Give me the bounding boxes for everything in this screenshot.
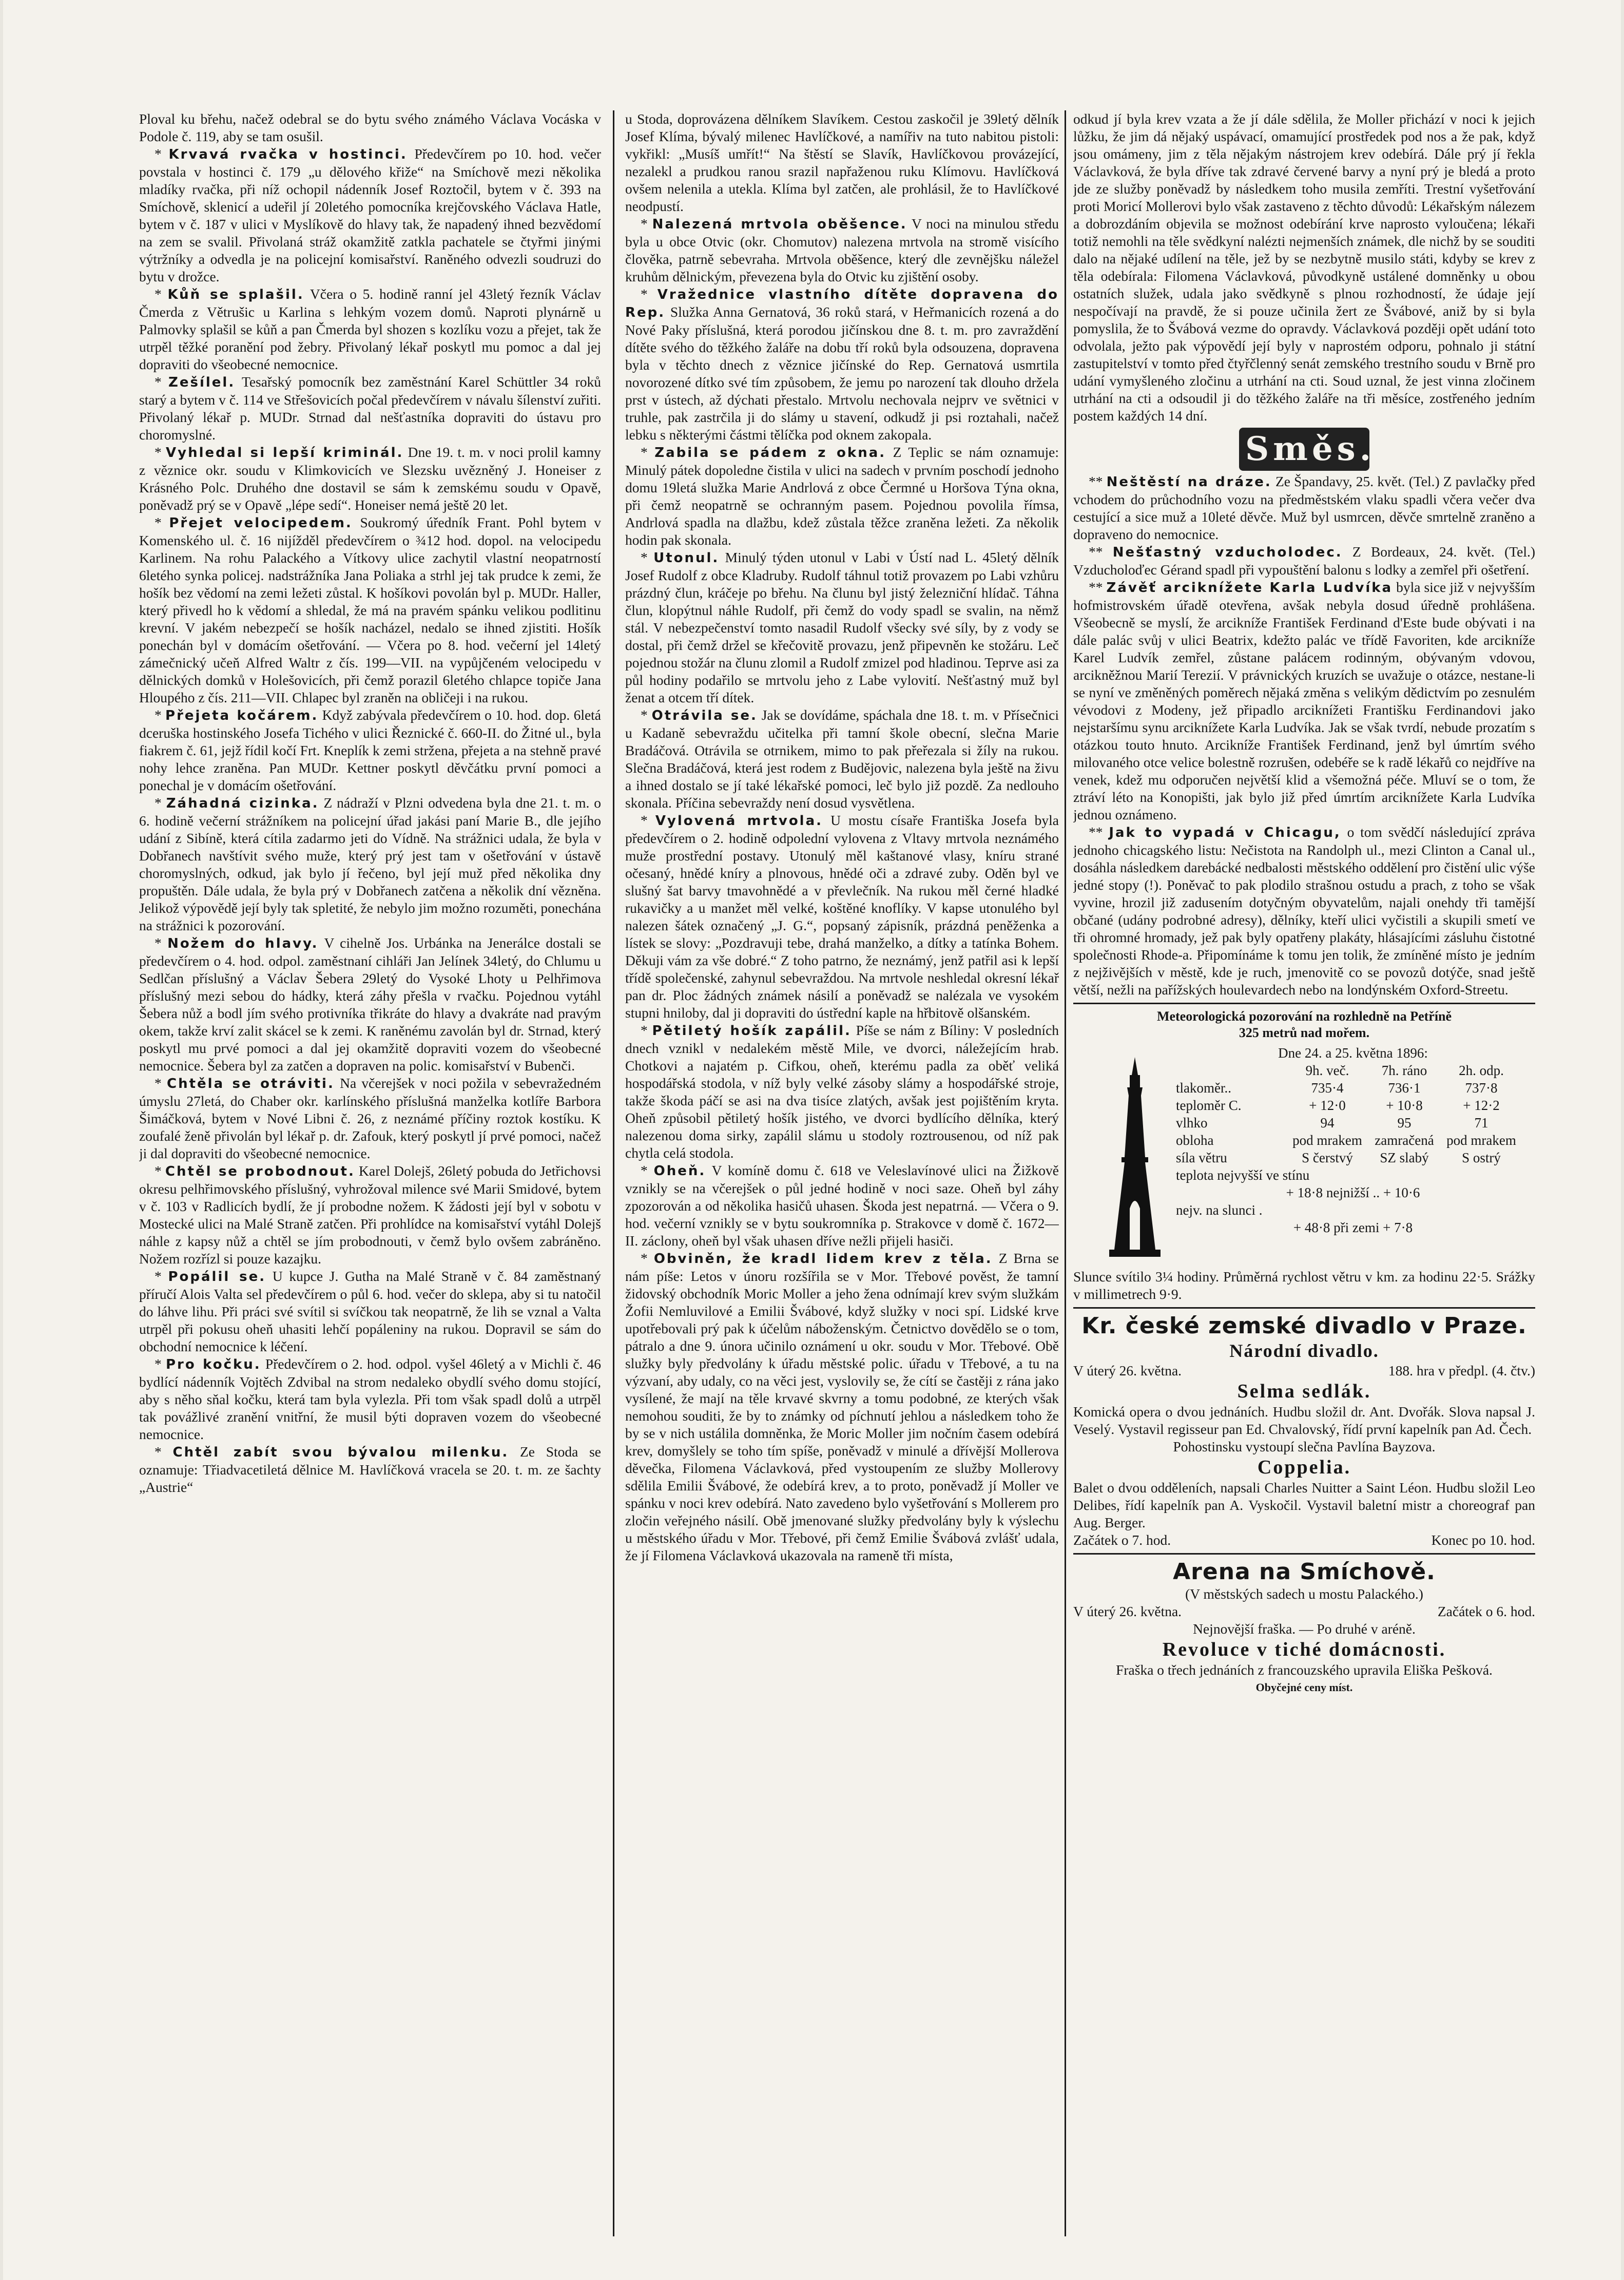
article: * Nalezená mrtvola oběšence. V noci na minulou středu byla u obce Otvic (okr. Chomutov) nalezena mrtvola na stromě visícího člověka, patrně sebevraha. Mrtvola oběšence, který dle zevnějšku náležel kruhům dělnickým, převezena byla do Otvic ku zjištění osoby. — [625, 216, 1059, 284]
article-headline: Obviněn, že kradl lidem krev z těla. — [653, 1251, 993, 1267]
weather-col-head: 7h. ráno — [1381, 1063, 1427, 1078]
article: * Zešílel. Tesařský pomocník bez zaměstnání Karel Schüttler 34 roků starý a bytem v č. 114 ve Střešovicích počal předevčírem v návalu šílenství zuřiti. Přivolaný lékař p. MUDr. Strnad dal nešťastníka dopraviti do ústavu pro choromyslné. — [139, 374, 601, 443]
column-3 — [1073, 110, 1535, 2236]
petrin-tower-icon — [1104, 1055, 1166, 1260]
weather-col-head: 2h. odp. — [1459, 1063, 1504, 1078]
section-divider — [1073, 1003, 1535, 1004]
article-headline: Jak to vypadá v Chicagu, — [1109, 825, 1341, 840]
weather-row — [1176, 1114, 1530, 1132]
article-text: Včera o 5. hodině ranní jel 43letý řezník Václav Čmerda z Větrušic u Karlina s lehkým vozem domů. Naproti plynárně u Palmovky splašil se kůň a pan Čmerda byl shozen s kozlíku vozu a přejet, tak že utrpěl těžké poranění pod žebry. Přivolaný lékař poskytl mu pomoc a dal jej dopraviti do všeobecné nemocnice. — [139, 286, 601, 372]
article-headline: Popálil se. — [168, 1269, 266, 1285]
guest-note: Pohostinsku vystoupí slečna Pavlína Bayzova. — [1173, 1439, 1436, 1454]
weather-row — [1176, 1079, 1530, 1097]
article: * Popálil se. U kupce J. Gutha na Malé Straně v č. 84 zaměstnaný příručí Alois Valta sel předevčírem o půl 6. hod. večer do sklepa, aby si tu natočil do láhve lihu. Při práci své svítil si svíčkou tak neopatrně, že lih se vznal a Valta utrpěl při pokusu oheň uhasiti lehčí popáleniny na rukou. Dopravil se sám do obchodní nemocnice k léčení. — [139, 1268, 601, 1354]
play-description: Komická opera o dvou jednáních. Hudbu složil dr. Ant. Dvořák. Slova napsal J. Veselý. Vystavil regisseur pan Ed. Chvalovský, řídí první kapelník pan Ad. Čech. — [1073, 1404, 1535, 1437]
weather-date: Dne 24. a 25. května 1896: — [1278, 1045, 1428, 1061]
theatre-location: (V městských sadech u mostu Palackého.) — [1185, 1586, 1423, 1602]
article: ** Závěť arciknížete Karla Ludvíka byla sice již v nejvyšším hofmistrovském úřadě otevřena, avšak nebyla dosud úředně prohlášena. Všeobecně se myslí, že arcikníže František Ferdinand d'Este bude obývati i na dále palác svůj v ulici Beatrix, kdežto palác ve třídě Favoriten, kde arcikníže Karel Ludvík zemřel, zůstane palácem rodinným, obývaným vdovou, arcikněžnou Marií Terezií. V právnických kruzích se uvažuje o otázce, nestane-li se nyní ve změněných poměrech nějaká změna s velikým dědictvím po zesnulém vévodovi z Modeny, jež připadlo arciknížeti Františku Ferdinandovi jako nejstaršímu synu arciknížete Karla Ludvíka. Jak se však tvrdí, nebude prozatím s otázkou touto hnuto. Arcikníže František Ferdinand, jenž byl úmrtím svého milovaného otce velice bolestně rozrušen, odebéře se k radě lékařů co nejdříve na venek, kdež mu odporučen největší klid a všemožná péče. Mluví se o tom, že ztráví léto na Konopišti, jak bylo již před úmrtím arciknížete Karla Ludvíka jednou oznámeno. — [1073, 579, 1535, 822]
theatre-date: V úterý 26. května. — [1073, 1363, 1182, 1378]
article: * Přejet velocipedem. Soukromý úředník Frant. Pohl bytem v Komenského ul. č. 16 nijížděl předevčírem o ¾12 hod. dopol. na velocipedu Karlinem. Na rohu Palackého a Vítkovy ulice zachytil vlastní neopatrností 6letého synka policej. nadstrážníka Jana Poliaka a strhl jej tak prudce k zemi, že hošík bez vědomí na zemi ležeti zůstal. K hošíkovi povolán byl p. MUDr. Haller, který přivedl ho k vědomí a shledal, že má na pravém spánku velikou podlitinu krevní. V jakém nebezpečí se hošík nacházel, nedalo se ihned zjistiti. Hošík ponechán byl v domácím ošetřování. — Včera po 8. hod. večerní jel 14letý zámečnický učeň Alfred Waltr z čís. 199—VII. na vypůjčeném velocipedu v dělnických domků v Holešovicích, při čemž porazil 6letého chlapce topiče Jana Hloupého z čís. 211—VII. Chlapec byl zraněn na obličeji i na rukou. — [139, 514, 601, 705]
article: * Vylovená mrtvola. U mostu císaře Františka Josefa byla předevčírem o 2. hodině odpolední vylovena z Vltavy mrtvola neznámého muže prostřední postavy. Utonulý měl kaštanové vlasy, kníru strané očesaný, hnědé kníry a plnovous, hnědé oči a zdravé zuby. Oděn byl ve slušný šat barvy tmavohnědé a v převlečník. Na rukou měl černé hladké rukavičky a u manžet měl velké, koštěné knoflíky. V kapse utonulého byl nalezen šátek označený „J. G.“, popsaný zápisník, prázdná peněženka a lístek se slovy: „Pozdravuji tebe, drahá manželko, a dítky a tatínka Bohem. Děkuji vám za vše dobré.“ Z toho patrno, že neznámý, jenž patřil asi k lepší třídě společenské, zahynul sebevraždou. Na mrtvole neshledal okresní lékař pan dr. Ploc žádných známek násilí a poněvadž se nalézala ve vysokém stupni hniloby, dal ji dopraviti do ústřední kaple na hřbitově olšanském. — [625, 812, 1059, 1021]
column-rule — [613, 110, 614, 2236]
section-divider — [1073, 1307, 1535, 1309]
article: * Chtěl se probodnout. Karel Dolejš, 26letý pobuda do Jetřichovsi okresu pelhřimovského příslušný, vyhrožoval milence své Marii Smidové, bytem v č. 103 v Radlicích bydlí, že jí probodne nožem. K žádosti její byl v sobotu v Mostecké ulici na Malé Straně zatčen. Při prohlídce na komisařství vytáhl Dolejš náhle z kapsy nůž a chtěl se jím probodnouti, v čemž bylo ovšem zabráněno. Nožem rozřízl si pouze kazajku. — [139, 1163, 601, 1267]
column-1 — [139, 110, 601, 2236]
weather-header-row — [1176, 1062, 1530, 1079]
article-headline: Závěť arciknížete Karla Ludvíka — [1106, 580, 1393, 596]
article: * Vyhledal si lepší kriminál. Dne 19. t. m. v noci prolil kamny z věznice okr. soudu v Klimkovicích ve Slezsku uvězněný J. Honeiser z Krásného Polc. Druhého dne dostavil se sám k zemskému soudu v Opavě, poněvadž prý se v Opavě „lépe sedí“. Honeiser nemá ještě 20 let. — [139, 444, 601, 513]
article: * Chtěla se otráviti. Na včerejšek v noci požila v sebevražedném úmyslu 27letá, do Chaber okr. karlínského příslušná manželka kotlíře Barbora Šimáčková, bytem v Nové Libni č. 26, z neznámé příčiny roztok kostíku. K zoufalé ženě přivolán byl lékař p. dr. Zafouk, který poskytl jí prvé pomoci, načež ji dal dopraviti do všeobecné nemocnice. — [139, 1075, 601, 1161]
play-description: Balet o dvou odděleních, napsali Charles Nuitter a Saint Léon. Hudbu složil Leo Delibes, řídí kapelník pan A. Vyskočil. Vystavil baletní mistr a choreograf pan Aug. Berger. — [1073, 1480, 1535, 1530]
play-title: Coppelia. — [1257, 1457, 1351, 1478]
article-headline: Přejet velocipedem. — [169, 515, 353, 531]
article-text: Když zabývala předevčírem o 10. hod. dop. 6letá dceruška hostinského Josefa Tichého v ulici Řeznické č. 660-II. do Žitné ul., byla fiakrem č. 61, jejž řídil kočí Frt. Kneplík k zemi stržena, přejeta a na stehně pravé nohy lehce zraněna. Pan MUDr. Kettner poskytl děvčátku první pomoci a ponechal je v domácím ošetřování. — [139, 707, 601, 793]
article-headline: Nožem do hlavy. — [167, 936, 319, 951]
article-headline: Pro kočku. — [165, 1357, 261, 1372]
theatre-subtitle: Národní divadlo. — [1229, 1340, 1379, 1361]
weather-value: S čerstvý — [1302, 1150, 1353, 1165]
article-paragraph: Ploval ku břehu, načež odebral se do bytu svého známého Václava Vocáska v Podole č. 119, aby se tam osušil. — [139, 111, 601, 144]
weather-row — [1176, 1097, 1530, 1114]
prices-note: Obyčejné ceny míst. — [1255, 1681, 1353, 1694]
article-paragraph: u Stoda, doprovázena dělníkem Slavíkem. Cestou zaskočil je 39letý dělník Josef Klíma, bývalý milenec Havlíčkové, a namířiv na tuto nabitou pistoli: vykřikl: „Musíš umřít!“ Na štěstí se Slavík, Havlíčkovou provázející, nezalekl a prudkou ranou srazil napřaženou ruku Klímovu. Havlíčková ovšem nelenila a utekla. Klíma byl zatčen, ale prohlásil, že to Havlíčkové neodpustí. — [625, 111, 1059, 214]
article: * Utonul. Minulý týden utonul v Labi v Ústí nad L. 45letý dělník Josef Rudolf z obce Kladruby. Rudolf táhnul totiž provazem po Labi vzhůru prázdný člun, kráčeje po břehu. Na člunu byl jistý železniční hlídač. Táhna člun, klopýtnul náhle Rudolf, při čemž do vody spadl se svalin, na němž stál. V nebezpečenství tomto nasadil Rudolf všecky své síly, by z vody se dostal, při čemž držel se křečovitě provazu, jenž připevněn ke stožáru. Leč pojednou stožár na člunu zlomil a Rudolf zmizel pod hladinou. Teprve asi za půl hodiny podařilo se mrtvolu jeho z Labe vylovití. Nešťastný muž byl ženat a otcem tří dítek. — [625, 549, 1059, 705]
section-divider — [1073, 1553, 1535, 1555]
theatre-subscription: 188. hra v předpl. (4. čtv.) — [1388, 1363, 1535, 1378]
article: ** Jak to vypadá v Chicagu, o tom svědčí následující zpráva jednoho chicagského listu: Nečistota na Randolph ul., mezi Clinton a Canal ul., dosáhla následkem darebácké nedbalosti městského oddělení pro čistění ulic výše jedné stopy (!). Poněvač to pak plodilo strašnou ostudu a prach, z toho se však vyvine, hrozil již zadusením dotyčným obyvatelům, najali onehdy tři tamější občané (udány podrobné adresy), dělníky, kteří ulici vyčistili a skupili smetí ve tři ohromné hromady, jež pak byly opatřeny plakáty, hlásajícími zásluhu čistotné společnosti Rhode-a. Připomínáme k tomu jen tolik, že zmíněné místo je jedním z nejživějších v městě, kde je ruch, jmenovitě co se povozů dotýče, snad ještě větší, nežli na pařížských houlevardech nebo na londýnském Oxford-Streetu. — [1073, 824, 1535, 998]
article-text: V noci na minulou středu byla u obce Otvic (okr. Chomutov) nalezena mrtvola na stromě visícího člověka, patrně sebevraha. Mrtvola oběšence, který dle zevnějšku náležel kruhům dělnickým, převezena byla do Otvic ku zjištění osoby. — [625, 216, 1059, 284]
article-text: Z Bordeaux, 24. květ. (Tel.) Vzducholoďec Gérand spadl při vypouštění balonu s lodky a zemřel při ošetření. — [1073, 544, 1535, 578]
article-text: Soukromý úředník Frant. Pohl bytem v Komenského ul. č. 16 nijížděl předevčírem o ¾12 hod. dopol. na velocipedu Karlinem. Na rohu Palackého a Vítkovy ulice zachytil vlastní neopatrností 6letého synka policej. nadstrážníka Jana Poliaka a strhl jej tak prudce k zemi, že hošík bez vědomí na zemi ležeti zůstal. K hošíkovi povolán byl p. MUDr. Haller, který přivedl ho k vědomí a shledal, že má na pravém spánku velikou podlitinu krevní. V jakém nebezpečí se hošík nacházel, nedalo se ihned zjistiti. Hošík ponechán byl v domácím ošetřování. — Včera po 8. hod. večerní jel 14letý zámečnický učeň Alfred Waltr z čís. 199—VII. na vypůjčeném velocipedu v dělnických domků v Holešovicích, při čemž porazil 6letého chlapce topiče Jana Hloupého z čís. 211—VII. Chlapec byl zraněn na obličeji i na rukou. — [139, 514, 601, 705]
article-text: Z Brna se nám píše: Letos v únoru rozšířila se v Mor. Třebové pověst, že tamní židovský obchodník Moric Moller a jeho žena odnímají krev svým služkám Žofii Nemluvilové a Emilii Švábové, když služky v noci spí. Lidské krve upotřebovali prý pak k účelům náboženským. Četnictvo dovědělo se o tom, pátralo a dne 9. února učinilo oznámení u okr. soudu v Mor. Třebové. Obě služky byly předvolány k úřadu městské polic. úřadu v Třebové, a tu na výzvaní, aby udaly, co na věci jest, vyslovily se, že cítí se častěji z rána jako vysílené, že mají na těle krvavé skvrny a tomu podobné, ze kterých však nemohou souditi, že by to známky od píchnutí jehlou a následkem toho že by se v nich ustálila domněnka, že Moric Moller jim nočním časem odebírá krev, domyšlely se toho tím spíše, poněvadž v minulé a dřívější Mollerova děvečka, Filomena Václavková, před vystoupením ze služby Mollerovy sdělila Emilii Švábové, že odebírá krev, a to proto, poněvadž jí Moller ve spánku v noci krev odebírá. Nato zavedeno bylo vyšetřování s Mollerem pro zločin veřejného násilí. Obě jmenované služky předvolány byly k výslechu u městského úřadu v Mor. Třebové, při čemž Emilie Švábová zvlášť udala, že jí Filomena Václavková ukazovala na rameně tři místa, — [625, 1250, 1059, 1563]
article-text: Karel Dolejš, 26letý pobuda do Jetřichovsi okresu pelhřimovského příslušný, vyhrožoval milence své Marii Smidové, bytem v č. 103 v Radlicích bydlí, že jí probodne nožem. K žádosti její byl v sobotu v Mostecké ulici na Malé Straně zatčen. Při prohlídce na komisařství vytáhl Dolejš náhle z kapsy nůž a chtěl se jím probodnouti, v čemž bylo ovšem zabráněno. Nožem rozřízl si pouze kazajku. — [139, 1163, 601, 1267]
article: * Chtěl zabít svou bývalou milenku. Ze Stoda se oznamuje: Třiadvacetiletá dělnice M. Havlíčková vracela se 20. t. m. ze šachty „Austrie“ — [139, 1444, 601, 1495]
play-title: Selma sedlák. — [1237, 1381, 1371, 1402]
weather-value: + 10·8 — [1386, 1098, 1423, 1113]
article-headline: Vyhledal si lepší kriminál. — [166, 445, 404, 461]
weather-report — [1073, 1044, 1535, 1265]
article-headline: Chtěla se otráviti. — [167, 1076, 335, 1091]
article-text: Jak se dovídáme, spáchala dne 18. t. m. v Přísečnici u Kadaně sebevraždu učitelka při tamní škole obecní, slečna Marie Bradáčová. Otrávila se otrnikem, mimo to pak přeřezala si žíly na rukou. Slečna Bradáčová, která jest rodem z Budějovic, nalezena byla ještě na živu a ihned dostalo se jí také lékařské pomoci, leč bylo již pozdě. Za nedlouho skonala. Příčina sebevraždy není dosud vysvětlena. — [625, 707, 1059, 811]
weather-row — [1176, 1149, 1530, 1166]
article: * Přejeta kočárem. Když zabývala předevčírem o 10. hod. dop. 6letá dceruška hostinského Josefa Tichého v ulici Řeznické č. 660-II. do Žitné ul., byla fiakrem č. 61, jejž řídil kočí Frt. Kneplík k zemi stržena, přejeta a na stehně pravé nohy lehce zraněna. Pan MUDr. Kettner poskytl děvčátku první pomoci a ponechal je v domácím ošetřování. — [139, 707, 601, 793]
weather-value: pod mrakem — [1292, 1133, 1362, 1148]
weather-temp-line: + 18·8 nejnižší .. + 10·6 — [1286, 1185, 1420, 1200]
weather-row-label: vlhko — [1176, 1115, 1208, 1131]
article-headline: Zešílel. — [168, 375, 236, 390]
article-headline: Krvavá rvačka v hostinci. — [168, 147, 408, 162]
article-text: U mostu císaře Františka Josefa byla předevčírem o 2. hodině odpolední vylovena z Vltavy mrtvola neznámého muže prostřední postavy. Utonulý měl kaštanové vlasy, kníru strané očesaný, hnědé kníry a plnovous, hnědé oči a zdravé zuby. Oděn byl ve slušný šat barvy tmavohnědé a v převlečník. Na rukou měl černé hladké rukavičky a u manžet měl velké, koštěné knoflíky. V kapse utonulého byl nalezen šátek označený „J. G.“, popsaný zápisník, prázdná peněženka a lístek se slovy: „Pozdravuji tebe, drahá manželko, a dítky a tatínka Bohem. Děkuji vám za vše dobré.“ Z toho patrno, že neznámý, jenž patřil asi k lepší třídě společenské, zahynul sebevraždou. Na mrtvole neshledal okresní lékař pan dr. Ploc žádných známek násilí a poněvadž se nalézala ve vysokém stupni hniloby, dal ji dopraviti do ústřední kaple na hřbitově olšanském. — [625, 812, 1059, 1021]
article-headline: Nešťastný vzducholodec. — [1112, 545, 1343, 560]
column-rule — [1065, 110, 1066, 2236]
weather-temp-label: teplota nejvyšší ve stínu — [1176, 1167, 1310, 1183]
weather-value: + 12·2 — [1463, 1098, 1500, 1113]
article-text: byla sice již v nejvyšším hofmistrovském úřadě otevřena, avšak nebyla dosud úředně prohlášena. Všeobecně se myslí, že arcikníže František Ferdinand d'Este bude obývati i na dále palác svůj v ulici Beatrix, kdežto palác ve třídě Favoriten, kde arcikníže Karel Ludvík zemřel, zůstane palácem rodinným, obývaným vdovou, arcikněžnou Marií Terezií. V právnických kruzích se uvažuje o otázce, nestane-li se nyní ve změněných poměrech nějaká změna s velikým dědictvím po zesnulém vévodovi z Modeny, jež připadlo arciknížeti Františku Ferdinandovi jako nejstaršímu synu arciknížete Karla Ludvíka. Jak se však tvrdí, nebude prozatím s otázkou touto hnuto. Arcikníže František Ferdinand, jenž byl úmrtím svého milovaného otce velice bolestně rozrušen, odebéře se k radě lékařů co nejdříve na venek, kdež mu odporučen největší klid a všemožná péče. Mluví se o tom, že ztráví léto na Konopišti, jak bylo již před úmrtím arciknížete Karla Ludvíka jednou oznámeno. — [1073, 579, 1535, 822]
article-paragraph: odkud jí byla krev vzata a že jí dále sdělila, že Moller přichází v noci k jejich lůžku, že jim dá nějaký uspávací, omamující prostředek pod nos a že pak, když jsou omámeny, jim z těla nějakým nástrojem krev odebírá. Dále prý jí řekla Václavková, že byla dříve tak zdravé červené barvy a nyní prý je bledá a proto jde ze služby poněvadž by následkem toho musila zemříti. Trestní vyšetřování proti Moricí Mollerovi bylo však zastaveno z těchto důvodů: Lékařským nálezem a dobrozdáním objevila se možnost odebírání krve naprosto vyloučena; lékaři totiž nemohli na těle svědkyní nalézti nejmenších známek, dle nichž by se souditi dalo na nějaké udílení na těle, jež by se nezbytně musilo státi, kdyby se krev z těla odebírala: Filomena Václavková, původkyně ustálené domněnky u obou ostatních služek, udala jako svědkyně s plnou rozhodností, že údaje její nespočívají na pravdě, že si pouze učinila žert ze Švábové, aniž by si byla pomyslila, že to Švábová vezme do opravdy. Václavková později opět udání toto odvolala, ježto pak výpovědí její byly v naprostém odporu, pohnalo ji státní zastupitelství v tomto před čtyřčlenný senát zemského trestního soudu v Brně pro udání vymyšleného zločinu a utrhání na cti. Soud uznal, že jest vinna zločinem utrhání na cti a odsoudil ji do těžkého žaláře na tři měsíce, zostřeného jedním postem každých 14 dní. — [1073, 111, 1535, 424]
weather-row-label: teploměr C. — [1176, 1098, 1242, 1113]
weather-table — [1176, 1044, 1530, 1236]
play-description: Fraška o třech jednáních z francouzského upravila Eliška Pešková. — [1116, 1662, 1493, 1678]
weather-value: 95 — [1397, 1115, 1412, 1131]
end-time: Konec po 10. hod. — [1431, 1532, 1535, 1548]
article-headline: Neštěstí na dráze. — [1106, 474, 1272, 490]
weather-subheading: 325 metrů nad mořem. — [1239, 1025, 1370, 1040]
article-text: Ze Stoda se oznamuje: Třiadvacetiletá dělnice M. Havlíčková vracela se 20. t. m. ze šachty „Austrie“ — [139, 1444, 601, 1495]
article-text: U kupce J. Gutha na Malé Straně v č. 84 zaměstnaný příručí Alois Valta sel předevčírem o půl 6. hod. večer do sklepa, aby si tu natočil do láhve lihu. Při práci své svítil si svíčkou tak neopatrně, že lih se vznal a Valta utrpěl při pokusu oheň uhasiti lehčí popáleniny na rukou. Dopravil se sám do obchodní nemocnice k léčení. — [139, 1268, 601, 1354]
article: * Pětiletý hošík zapálil. Píše se nám z Bíliny: V posledních dnech vznikl v nedalekém městě Mile, ve dvorci, náležejícím hrab. Chotkovi a najatém p. Cifkou, oheň, kterému padla za oběť veliká hospodářská stodola, v níž byly velké zásoby slámy a hospodářské stroje, takže škoda páčí se asi na dva tisíce zlatých, avšak jest pojištěním kryta. Oheň způsobil pětiletý hošík jistého, ve dvorci bydlícího dělníka, který nalezenou doma sirky, zapálil slámu u stodoly roztrousenou, od níž pak chytla celá stodola. — [625, 1022, 1059, 1161]
article: * Oheň. V komíně domu č. 618 ve Veleslavínové ulici na Žižkově vznikly se na včerejšek o půl jedné hodině v noci saze. Oheň byl záhy zpozorován a od několika hasičů uhasen. Škoda jest nepatrná. — Včera o 9. hod. večerní vznikly se v bytu soukromníka p. Strakovce v domě č. 1672—II. záclony, oheň byl však uhasen dříve nežli přijeli hasiči. — [625, 1162, 1059, 1249]
article-text: Dne 19. t. m. v noci prolil kamny z věznice okr. soudu v Klimkovicích ve Slezsku uvězněný J. Honeiser z Krásného Polc. Druhého dne dostavil se sám k zemskému soudu v Opavě, poněvadž prý se v Opavě „lépe sedí“. Honeiser nemá ještě 20 let. — [139, 444, 601, 513]
article-headline: Kůň se splašil. — [167, 287, 304, 302]
article-text: Služka Anna Gernatová, 36 roků stará, v Heřmanicích rozená a do Nové Paky příslušná, která porodou jičínskou dne 8. t. m. pro zavraždění dítěte svého do těžkého žaláře na dobu tří roků byla odsouzena, dopravena byla v těchto dnech z věznice jičínské do Rep. Gernatová usmrtila novorozené dítko své tím způsobem, že jemu po narození tak dlouho držela prst v ústech, až dýchati přestalo. Mrtvolu nechovala nejprv ve světnici v truhle, pak zastrčila ji do slámy u stavení, odkudž ji psi roztahali, načež lebku s některými částmi tělíčka pod oknem zakopala. — [625, 304, 1059, 443]
weather-summary: Slunce svítilo 3¼ hodiny. Průměrná rychlost větru v km. za hodinu 22·5. Srážky v millimetrech 9·9. — [1073, 1269, 1535, 1302]
weather-value: 94 — [1320, 1115, 1335, 1131]
article-headline: Vylovená mrtvola. — [655, 813, 823, 829]
article: * Vražednice vlastního dítěte dopravena do Rep. Služka Anna Gernatová, 36 roků stará, v Heřmanicích rozená a do Nové Paky příslušná, která porodou jičínskou dne 8. t. m. pro zavraždění dítěte svého do těžkého žaláře na dobu tří roků byla odsouzena, dopravena byla v těchto dnech z věznice jičínské do Rep. Gernatová usmrtila novorozené dítko své tím způsobem, že jemu po narození tak dlouho držela prst v ústech, až dýchati přestalo. Mrtvolu nechovala nejprv ve světnici v truhle, pak zastrčila ji do slámy u stavení, odkudž ji psi roztahali, načež lebku s některými částmi tělíčka pod oknem zakopala. — [625, 286, 1059, 443]
article-text: V komíně domu č. 618 ve Veleslavínové ulici na Žižkově vznikly se na včerejšek o půl jedné hodině v noci saze. Oheň byl záhy zpozorován a od několika hasičů uhasen. Škoda jest nepatrná. — Včera o 9. hod. večerní vznikly se v bytu soukromníka p. Strakovce v domě č. 1672—II. záclony, oheň byl však uhasen dříve nežli přijeli hasiči. — [625, 1162, 1059, 1249]
article: * Pro kočku. Předevčírem o 2. hod. odpol. vyšel 46letý a v Michli č. 46 bydlící nádenník Vojtěch Zdvibal na strom nedaleko obydlí svého domu stojící, aby s něho sňal kočku, která tam byla vylezla. Při tom však spadl dolů a utrpěl tak povážlivé zranění vnitřní, že musil býti dopraven vozem do všeobecné nemocnice. — [139, 1356, 601, 1442]
article-text: Z nádraží v Plzni odvedena byla dne 21. t. m. o 6. hodině večerní strážníkem na policejní úřad jakási paní Marie B., dle jejího udání z Sibíně, která cítila zadarmo jeti do Vídně. Na strážnici udala, že byla v Dobřanech navštívit svého muže, který prý jest tam v ošetřování v ústavě choromyslných, odkud, jak bylo jí řečeno, byl její muž před několika dny propuštěn. Dále udala, že byla prý v Dobřanech zatčena a několik dní vězněna. Jelikož výpovědě její byly tak spletité, že nebylo jim možno rozuměti, ponechána na strážnici k pozorování. — [139, 795, 601, 933]
article-text: Z Teplic se nám oznamuje: Minulý pátek dopoledne čistila v ulici na sadech v prvním poschodí jednoho domu 19letá služka Marie Andrlová z obce Čermné u Horšova Týna okna, při čemž neopatrně se ochranným pasem. Pojednou povolila římsa, Andrlová spadla na dlažbu, kdež zůstala těžce zraněna ležeti. Za několik hodin pak skonala. — [625, 444, 1059, 548]
article: ** Neštěstí na dráze. Ze Špandavy, 25. květ. (Tel.) Z pavlačky před vchodem do průchodního vozu na předměstském vlaku spadli včera večer dva cestující a sice muž a 10leté děvče. Muž byl usmrcen, děvče smrtelně zraněno a dopraveno do nemocnice. — [1073, 473, 1535, 542]
weather-row-label: obloha — [1176, 1133, 1214, 1148]
article-headline: Utonul. — [653, 550, 720, 566]
article-headline: Vražednice vlastního dítěte dopravena do Rep. — [625, 287, 1059, 320]
weather-value: + 12·0 — [1309, 1098, 1346, 1113]
article: * Otrávila se. Jak se dovídáme, spáchala dne 18. t. m. v Přísečnici u Kadaně sebevraždu učitelka při tamní škole obecní, slečna Marie Bradáčová. Otrávila se otrnikem, mimo to pak přeřezala si žíly na rukou. Slečna Bradáčová, která jest rodem z Budějovic, nalezena byla ještě na živu a ihned dostalo se jí také lékařské pomoci, leč bylo již pozdě. Za nedlouho skonala. Příčina sebevraždy není dosud vysvětlena. — [625, 707, 1059, 811]
theatre-times-row — [1073, 1531, 1535, 1549]
theatre-date-row — [1073, 1603, 1535, 1620]
article-text: Předevčírem po 10. hod. večer povstala v hostinci č. 179 „u dělového křiže“ na Smíchově mezi několika mladíky rvačka, při níž ochopil nádenník Josef Roztočil, bytem v č. 393 na Smíchově, sklenicí a udeřil jí 20letého pomocníka krejčovského Václava Hatle, bytem v č. 187 v ulici v Myslíkově do hlavy tak, že napadený ihned bezvědomí na zem se svalil. Přivolaná stráž okamžitě zatkla pachatele se čtyřmi jinými výtržníky a odvedla je na policejní komisařství. Raněného odvezli soudruzi do bytu v drožce. — [139, 146, 601, 284]
start-time: Začátek o 7. hod. — [1073, 1532, 1171, 1548]
weather-value: 71 — [1474, 1115, 1488, 1131]
weather-heading: Meteorologická pozorování na rozhledně na Petříně — [1156, 1009, 1452, 1024]
weather-value: 736·1 — [1388, 1080, 1421, 1096]
article-headline: Zabila se pádem z okna. — [654, 445, 886, 461]
article-headline: Chtěl se probodnout. — [165, 1164, 355, 1179]
article-text: Píše se nám z Bíliny: V posledních dnech vznikl v nedalekém městě Mile, ve dvorci, náležejícím hrab. Chotkovi a najatém p. Cifkou, oheň, kterému padla za oběť veliká hospodářská stodola, v níž byly velké zásoby slámy a hospodářské stroje, takže škoda páčí se asi na dva tisíce zlatých, avšak jest pojištěním kryta. Oheň způsobil pětiletý hošík jistého, ve dvorci bydlícího dělníka, který nalezenou doma sirky, zapálil slámu u stodoly roztrousenou, od níž pak chytla celá stodola. — [625, 1022, 1059, 1161]
theatre-date: V úterý 26. května. — [1073, 1603, 1182, 1619]
weather-value: zamračená — [1375, 1133, 1434, 1148]
article: * Krvavá rvačka v hostinci. Předevčírem po 10. hod. večer povstala v hostinci č. 179 „u dělového křiže“ na Smíchově mezi několika mladíky rvačka, při níž ochopil nádenník Josef Roztočil, bytem v č. 393 na Smíchově, sklenicí a udeřil jí 20letého pomocníka krejčovského Václava Hatle, bytem v č. 187 v ulici v Myslíkově do hlavy tak, že napadený ihned bezvědomí na zem se svalil. Přivolaná stráž okamžitě zatkla pachatele se čtyřmi jinými výtržníky a odvedla je na policejní komisařství. Raněného odvezli soudruzi do bytu v drožce. — [139, 146, 601, 284]
weather-temp-line: + 48·8 při zemi + 7·8 — [1293, 1220, 1413, 1235]
article: * Nožem do hlavy. V cihelně Jos. Urbánka na Jenerálce dostali se předevčírem o 4. hod. odpol. zaměstnaní cihláři Jan Jelínek 34letý, do Chlumu u Sedlčan příslušný a Václav Šebera 29letý do Vysoké Lhoty u Pelhřimova příslušný mezi sebou do hádky, která záhy přešla v rvačku. Pojednou vytáhl Šebera nůž a bodl jím svého protivníka třikráte do hlavy a dvakráte nad pravým okem, takže krví zalit skácel se k zemi. K raněnému zavolán byl dr. Strnad, který poskytl mu prvé pomoci a dal jej okamžitě dopraviti vozem do všeobecné nemocnice. Šebera byl za zatčen a dopraven na polic. komisařství v Bubenči. — [139, 935, 601, 1074]
article-text: Minulý týden utonul v Labi v Ústí nad L. 45letý dělník Josef Rudolf z obce Kladruby. Rudolf táhnul totiž provazem po Labi vzhůru prázdný člun, kráčeje po břehu. Na člunu byl jistý železniční hlídač. Táhna člun, klopýtnul náhle Rudolf, při čemž do vody spadl se svalin, na němž stál. V nebezpečenství tomto nasadil Rudolf všecky své síly, by z vody se dostal, při čemž držel se křečovitě provazu, jenž připevněn ke stožáru. Leč pojednou stožár na člunu zlomil a Rudolf zmizel pod hladinou. Teprve asi za půl hodiny podařilo se mrtvolu jeho z Labe vylovití. Nešťastný muž byl ženat a otcem tří dítek. — [625, 549, 1059, 705]
article-text: Ze Špandavy, 25. květ. (Tel.) Z pavlačky před vchodem do průchodního vozu na předměstském vlaku spadli včera večer dva cestující a sice muž a 10leté děvče. Muž byl usmrcen, děvče smrtelně zraněno a dopraveno do nemocnice. — [1073, 473, 1535, 542]
play-title: Revoluce v tiché domácnosti. — [1162, 1639, 1446, 1660]
theatre-title: Arena na Smíchově. — [1173, 1559, 1436, 1585]
article-text: o tom svědčí následující zpráva jednoho chicagského listu: Nečistota na Randolph ul., mezi Clinton a Canal ul., dosáhla následkem darebácké nedbalosti městského oddělení pro čistění ulic výše jedné stopy (!). Poněvač to pak plodilo strašnou ostudu a prach, z toho se však vyvine, hrozil již zadusením dotyčným obyvatelům, najali onehdy tři tamější občané (udány podrobné adresy), dělníky, kteří ulici vyčistili a skupili smetí ve tři ohromné hromady, jež pak byly opatřeny plakáty, hlásajícími zásluhu čistotné společnosti Rhode-a. Připomínáme k tomu jen tolik, že zmíněné místo je jedním z nejživějších v městě, kde je ruch, jmenovitě co se povozů dotýče, snad ještě větší, nežli na pařížských houlevardech nebo na londýnském Oxford-Streetu. — [1073, 824, 1535, 998]
article: * Zabila se pádem z okna. Z Teplic se nám oznamuje: Minulý pátek dopoledne čistila v ulici na sadech v prvním poschodí jednoho domu 19letá služka Marie Andrlová z obce Čermné u Horšova Týna okna, při čemž neopatrně se ochranným pasem. Pojednou povolila římsa, Andrlová spadla na dlažbu, kdež zůstala těžce zraněna ležeti. Za několik hodin pak skonala. — [625, 444, 1059, 548]
section-title-smes: Směs. — [1239, 428, 1369, 471]
weather-row — [1176, 1132, 1530, 1149]
article-text: Předevčírem o 2. hod. odpol. vyšel 46letý a v Michli č. 46 bydlící nádenník Vojtěch Zdvibal na strom nedaleko obydlí svého domu stojící, aby s něho sňal kočku, která tam byla vylezla. Při tom však spadl dolů a utrpěl tak povážlivé zranění vnitřní, že musil býti dopraven vozem do všeobecné nemocnice. — [139, 1356, 601, 1442]
article-headline: Záhadná cizinka. — [166, 796, 319, 811]
weather-value: S ostrý — [1462, 1150, 1501, 1165]
theatre-date-row — [1073, 1362, 1535, 1380]
theatre-title: Kr. české zemské divadlo v Praze. — [1081, 1313, 1527, 1339]
column-2 — [625, 110, 1059, 2236]
article: * Kůň se splašil. Včera o 5. hodině ranní jel 43letý řezník Václav Čmerda z Větrušic u Karlina s lehkým vozem domů. Naproti plynárně u Palmovky splašil se kůň a pan Čmerda byl shozen s kozlíku vozu a přejet, tak že utrpěl těžké poranění pod žebry. Přivolaný lékař poskytl mu pomoc a dal jej dopraviti do všeobecné nemocnice. — [139, 286, 601, 372]
weather-col-head: 9h. več. — [1305, 1063, 1349, 1078]
weather-row-label: tlakoměr.. — [1176, 1080, 1231, 1096]
article-headline: Přejeta kočárem. — [165, 708, 319, 723]
article: ** Nešťastný vzducholodec. Z Bordeaux, 24. květ. (Tel.) Vzducholoďec Gérand spadl při vypouštění balonu s lodky a zemřel při ošetření. — [1073, 544, 1535, 578]
article: * Záhadná cizinka. Z nádraží v Plzni odvedena byla dne 21. t. m. o 6. hodině večerní strážníkem na policejní úřad jakási paní Marie B., dle jejího udání z Sibíně, která cítila zadarmo jeti do Vídně. Na strážnici udala, že byla v Dobřanech navštívit svého muže, který prý jest tam v ošetřování v ústavě choromyslných, odkud, jak bylo jí řečeno, byl její muž před několika dny propuštěn. Dále udala, že byla prý v Dobřanech zatčena a několik dní vězněna. Jelikož výpovědě její byly tak spletité, že nebylo jim možno rozuměti, ponechána na strážnici k pozorování. — [139, 795, 601, 933]
article-headline: Pětiletý hošík zapálil. — [652, 1023, 852, 1039]
article-headline: Otrávila se. — [651, 708, 758, 723]
article: * Obviněn, že kradl lidem krev z těla. Z Brna se nám píše: Letos v únoru rozšířila se v Mor. Třebové pověst, že tamní židovský obchodník Moric Moller a jeho žena odnímají krev svým služkám Žofii Nemluvilové a Emilii Švábové, když služky v noci spí. Lidské krve upotřebovali prý pak k účelům náboženským. Četnictvo dovědělo se o tom, pátralo a dne 9. února učinilo oznámení u okr. soudu v Mor. Třebové. Obě služky byly předvolány k úřadu městské polic. úřadu v Třebové, a tu na výzvaní, aby udaly, co na věci jest, vyslovily se, že cítí se častěji z rána jako vysílené, že mají na těle krvavé skvrny a tomu podobné, ze kterých však nemohou souditi, že by to známky od píchnutí jehlou a následkem toho že by se v nich ustálila domněnka, že Moric Moller jim nočním časem odebírá krev, domyšlely se toho tím spíše, poněvadž v minulé a dřívější Mollerova děvečka, Filomena Václavková, před vystoupením ze služby Mollerovy sdělila Emilii Švábové, že odebírá krev, a to proto, poněvadž jí Moller ve spánku v noci krev odebírá. Nato zavedeno bylo vyšetřování s Mollerem pro zločin veřejného násilí. Obě jmenované služky předvolány byly k výslechu u městského úřadu v Mor. Třebové, při čemž Emilie Švábová zvlášť udala, že jí Filomena Václavková ukazovala na rameně tři místa, — [625, 1250, 1059, 1563]
weather-temp-label: nejv. na slunci . — [1176, 1202, 1263, 1218]
article-text: Tesařský pomocník bez zaměstnání Karel Schüttler 34 roků starý a bytem v č. 114 ve Střešovicích počal předevčírem v návalu šílenství zuřiti. Přivolaný lékař p. MUDr. Strnad dal nešťastníka dopraviti do ústavu pro choromyslné. — [139, 374, 601, 443]
weather-row-label: síla větru — [1176, 1150, 1227, 1165]
article-text: V cihelně Jos. Urbánka na Jenerálce dostali se předevčírem o 4. hod. odpol. zaměstnaní cihláři Jan Jelínek 34letý, do Chlumu u Sedlčan příslušný a Václav Šebera 29letý do Vysoké Lhoty u Pelhřimova příslušný mezi sebou do hádky, která záhy přešla v rvačku. Pojednou vytáhl Šebera nůž a bodl jím svého protivníka třikráte do hlavy a dvakráte nad pravým okem, takže krví zalit skácel se k zemi. K raněnému zavolán byl dr. Strnad, který poskytl mu prvé pomoci a dal jej okamžitě dopraviti vozem do všeobecné nemocnice. Šebera byl za zatčen a dopraven na polic. komisařství v Bubenči. — [139, 935, 601, 1074]
weather-value: SZ slabý — [1380, 1150, 1429, 1165]
weather-value: 735·4 — [1311, 1080, 1344, 1096]
theatre-note: Nejnovější fraška. — Po druhé v aréně. — [1193, 1621, 1416, 1637]
weather-value: pod mrakem — [1446, 1133, 1516, 1148]
article-headline: Oheň. — [653, 1163, 706, 1179]
article-headline: Nalezená mrtvola oběšence. — [652, 217, 907, 232]
weather-value: 737·8 — [1465, 1080, 1498, 1096]
article-text: Na včerejšek v noci požila v sebevražedném úmyslu 27letá, do Chaber okr. karlínského příslušná manželka kotlíře Barbora Šimáčková, bytem v Nové Libni č. 26, z neznámé příčiny roztok kostíku. K zoufalé ženě přivolán byl lékař p. dr. Zafouk, který poskytl jí prvé pomoci, načež ji dal dopraviti do všeobecné nemocnice. — [139, 1075, 601, 1161]
start-time: Začátek o 6. hod. — [1437, 1603, 1535, 1619]
article-headline: Chtěl zabít svou bývalou milenku. — [172, 1445, 509, 1460]
